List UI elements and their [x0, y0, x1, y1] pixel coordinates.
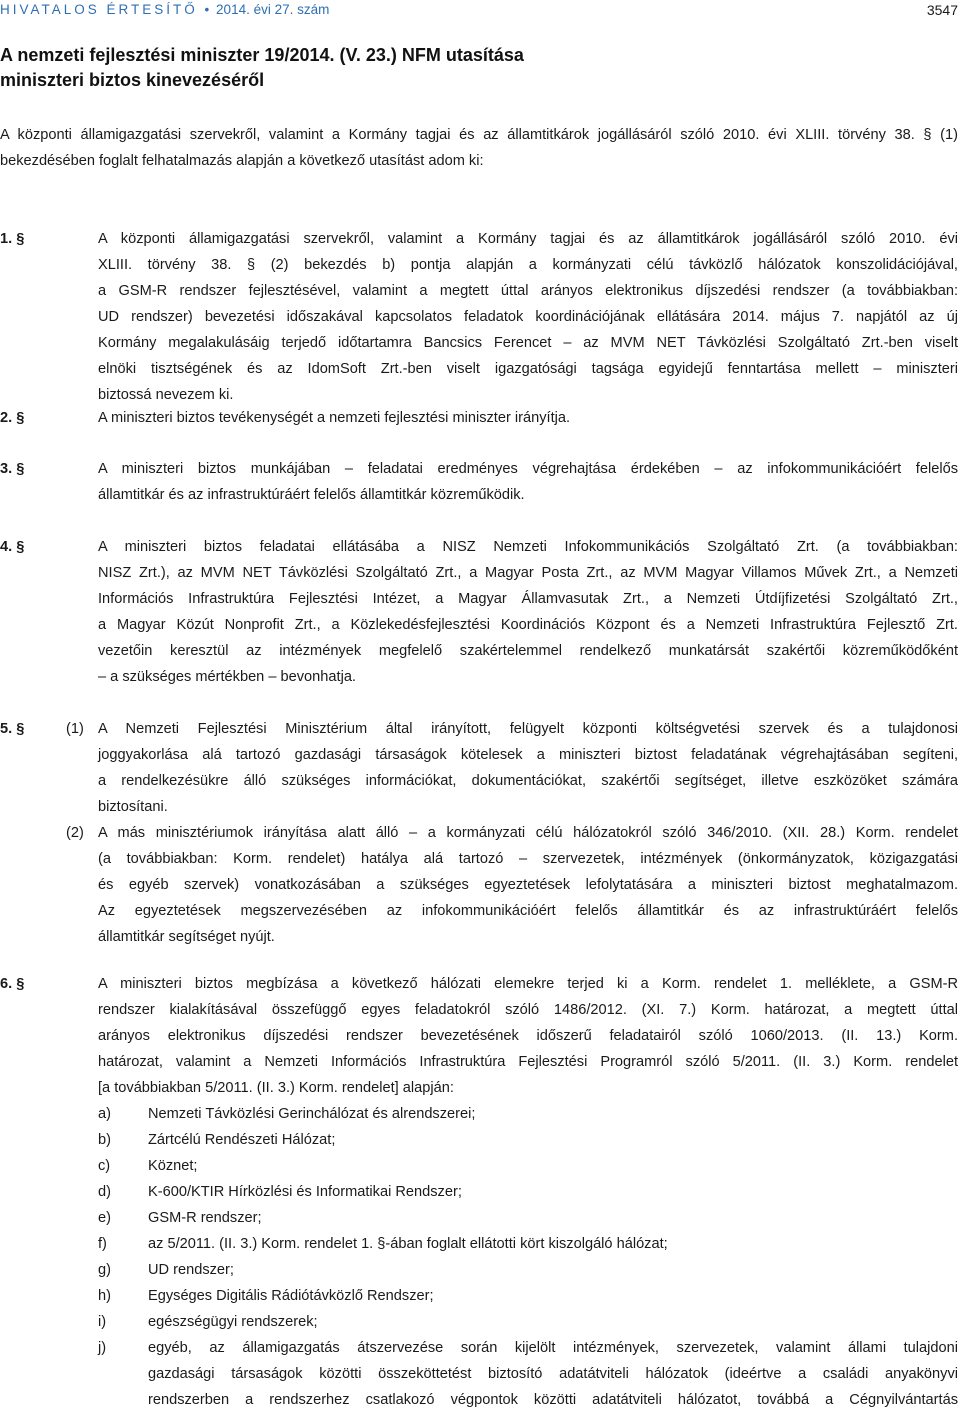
list-item — [98, 1179, 958, 1205]
text-line: biztosítani. — [98, 799, 168, 815]
list-item — [98, 1205, 958, 1231]
text-line: Az egyeztetések megszervezésében az infokommunikációért felelős államtitkár és az infrastruktúráért felelős — [98, 903, 958, 919]
text-line: arányos elektronikus díjszedési rendszer bevezetésének időszerű feladatairól szóló 1060/2013. (II. 13.) Korm. — [98, 1028, 958, 1044]
section-body — [98, 405, 958, 431]
list-item-label: i) — [98, 1314, 107, 1330]
subparagraph-2 — [66, 820, 958, 950]
journal-title: HIVATALOS ÉRTESÍTŐ • 2014. évi 27. szám — [0, 2, 330, 17]
section-body — [98, 971, 958, 1413]
text-line: vezetőin keresztül az intézmények megfelelő szakértelemmel rendelkező munkatársát szakértői közreműködőként — [98, 643, 958, 659]
preamble: A központi államigazgatási szervekről, valamint a Kormány tagjai és az államtitkárok jogállásáról szóló 2010. évi XLIII. törvény 38. § (1) bekezdésében foglalt felhatalmazás alapján a következő utasítást adom ki: — [0, 127, 958, 169]
list-item-label: d) — [98, 1184, 111, 1200]
section-number: 4. § — [0, 539, 25, 555]
text-line: joggyakorlása alá tartozó gazdasági társaságok kötelesek a miniszteri biztost feladatának végrehajtásában segíteni, — [98, 747, 958, 763]
section-2 — [0, 405, 958, 431]
list-item-label: f) — [98, 1236, 107, 1252]
text-line: Információs Infrastruktúra Fejlesztési Intézet, a Magyar Államvasutak Zrt., a Nemzeti Útdíjfizetési Szolgáltató Zrt., — [98, 591, 958, 607]
list-item-label: g) — [98, 1262, 111, 1278]
header-separator: • — [204, 2, 210, 17]
list-item — [98, 1127, 958, 1153]
text-line: XLIII. törvény 38. § (2) bekezdés b) pontja alapján a kormányzati célú távközlő hálózatok konszolidációjával, — [98, 257, 958, 273]
text-line: biztossá nevezem ki. — [98, 387, 234, 403]
text-line: A más minisztériumok irányítása alatt álló – a kormányzati célú hálózatokról szóló 346/2010. (XII. 28.) Korm. rendelet — [98, 825, 958, 841]
text-line: államtitkár segítséget nyújt. — [98, 929, 275, 945]
issue-label: 2014. évi 27. szám — [216, 2, 330, 17]
section-4 — [0, 534, 958, 690]
page-number: 3547 — [926, 2, 958, 18]
text-line: határozat, valamint a Nemzeti Információs Infrastruktúra Fejlesztési Programról szóló 5/2011. (II. 3.) Korm. rendelet — [98, 1054, 958, 1070]
text-line: UD rendszer) bevezetési időszakával kapcsolatos feladatok koordinációjának ellátására 2014. május 7. napjától az új — [98, 309, 958, 325]
section-body — [98, 534, 958, 690]
text-line: NISZ Zrt.), az MVM NET Távközlési Szolgáltató Zrt., a Magyar Posta Zrt., az MVM Magyar Villamos Művek Zrt., a Nemzeti — [98, 565, 958, 581]
list-item — [98, 1283, 958, 1309]
section-number: 2. § — [0, 410, 25, 426]
text-line: elnöki tisztségének és az IdomSoft Zrt.-ben viselt igazgatósági tagsága egyidejű fenntartása mellett – miniszteri — [98, 361, 958, 377]
text-line: K-600/KTIR Hírközlési és Informatikai Rendszer; — [148, 1184, 462, 1200]
section-number: 5. § — [0, 721, 25, 737]
text-line: a GSM-R rendszer fejlesztésével, valamint a megtett úttal arányos elektronikus díjszedési rendszer (a továbbiakban: — [98, 283, 958, 299]
list-item-label: a) — [98, 1106, 111, 1122]
text-line: gazdasági társaságok közötti összeköttetést biztosító adatátviteli hálózatok (ideértve a családi anyakönyvi — [148, 1366, 958, 1382]
list-item — [98, 1257, 958, 1283]
section-number: 6. § — [0, 976, 25, 992]
list-item-label: h) — [98, 1288, 111, 1304]
text-line: egyéb, az államigazgatás átszervezése során kijelölt intézmények, szervezetek, valamint állami tulajdoni — [148, 1340, 958, 1356]
text-line: Kormány megalakulásáig terjedő időtartamra Bancsics Ferencet – az MVM NET Távközlési Szolgáltató Zrt.-ben viselt — [98, 335, 958, 351]
text-line: UD rendszer; — [148, 1262, 234, 1278]
text-line: és egyéb szervek) vonatkozásában a szükséges egyeztetések lefolytatására a miniszteri biztost meghatalmazom. — [98, 877, 958, 893]
title-line: A nemzeti fejlesztési miniszter 19/2014. (V. 23.) NFM utasítása — [0, 45, 524, 65]
text-line: a rendelkezésükre álló szükséges információkat, dokumentációkat, szakértői segítséget, illetve eszközöket számára — [98, 773, 958, 789]
text-line: A miniszteri biztos megbízása a következő hálózati elemekre terjed ki a Korm. rendelet 1. melléklete, a GSM-R — [98, 976, 958, 992]
subparagraph-1 — [66, 716, 958, 820]
text-line: Egységes Digitális Rádiótávközlő Rendszer; — [148, 1288, 434, 1304]
document-title — [0, 43, 940, 93]
network-element-list — [98, 1101, 958, 1413]
text-line: GSM-R rendszer; — [148, 1210, 262, 1226]
list-item — [98, 1101, 958, 1127]
list-item-label: e) — [98, 1210, 111, 1226]
section-body — [98, 226, 958, 408]
section-body — [98, 456, 958, 508]
page-header — [0, 0, 960, 24]
list-item-label: b) — [98, 1132, 111, 1148]
text-line: (a továbbiakban: Korm. rendelet) hatálya alá tartozó – szervezetek, intézmények (önkormányzatok, közigazgatási — [98, 851, 958, 867]
text-line: A központi államigazgatási szervekről, valamint a Kormány tagjai és az államtitkárok jogállásáról szóló 2010. évi — [98, 231, 958, 247]
text-line: az 5/2011. (II. 3.) Korm. rendelet 1. §-ában foglalt ellátotti kört kiszolgáló hálózat; — [148, 1236, 668, 1252]
section-body — [66, 716, 958, 950]
text-line: rendszerben a rendszerhez csatlakozó végpontok közötti adatátviteli hálózatot, továbbá a Cégnyilvántartás — [148, 1392, 958, 1408]
text-line: Köznet; — [148, 1158, 198, 1174]
text-line: államtitkár és az infrastruktúráért felelős államtitkár közreműködik. — [98, 487, 525, 503]
list-item-label: c) — [98, 1158, 111, 1174]
text-line: A miniszteri biztos tevékenységét a nemzeti fejlesztési miniszter irányítja. — [98, 410, 571, 426]
section-1 — [0, 226, 958, 408]
section-3 — [0, 456, 958, 508]
text-line: Zártcélú Rendészeti Hálózat; — [148, 1132, 336, 1148]
title-line: miniszteri biztos kinevezéséről — [0, 70, 265, 90]
list-item — [98, 1309, 958, 1335]
text-line: rendszer kialakításával összefüggő egyes feladatokról szóló 1486/2012. (XI. 7.) Korm. határozat, a megtett úttal — [98, 1002, 958, 1018]
text-line: Nemzeti Távközlési Gerinchálózat és alrendszerei; — [148, 1106, 476, 1122]
section-number: 3. § — [0, 461, 25, 477]
text-line: – a szükséges mértékben – bevonhatja. — [98, 669, 356, 685]
list-item — [98, 1335, 958, 1413]
section-number: 1. § — [0, 231, 25, 247]
list-item — [98, 1153, 958, 1179]
text-line: A miniszteri biztos munkájában – feladatai eredményes végrehajtása érdekében – az infokommunikációért felelős — [98, 461, 958, 477]
subparagraph-number: (2) — [66, 825, 84, 841]
subparagraph-number: (1) — [66, 721, 84, 737]
text-line: A miniszteri biztos feladatai ellátásába a NISZ Nemzeti Infokommunikációs Szolgáltató Zrt. (a továbbiakban: — [98, 539, 958, 555]
section-6 — [0, 971, 958, 1413]
list-item-label: j) — [98, 1340, 107, 1356]
section-5 — [0, 716, 958, 950]
text-line: A Nemzeti Fejlesztési Minisztérium által irányított, felügyelt központi költségvetési szervek és a tulajdonosi — [98, 721, 958, 737]
text-line: [a továbbiakban 5/2011. (II. 3.) Korm. rendelet] alapján: — [98, 1080, 454, 1096]
list-item — [98, 1231, 958, 1257]
text-line: egészségügyi rendszerek; — [148, 1314, 318, 1330]
text-line: a Magyar Közút Nonprofit Zrt., a Közlekedésfejlesztési Koordinációs Központ és a Nemzeti Infrastruktúra Fejlesztő Zrt. — [98, 617, 958, 633]
